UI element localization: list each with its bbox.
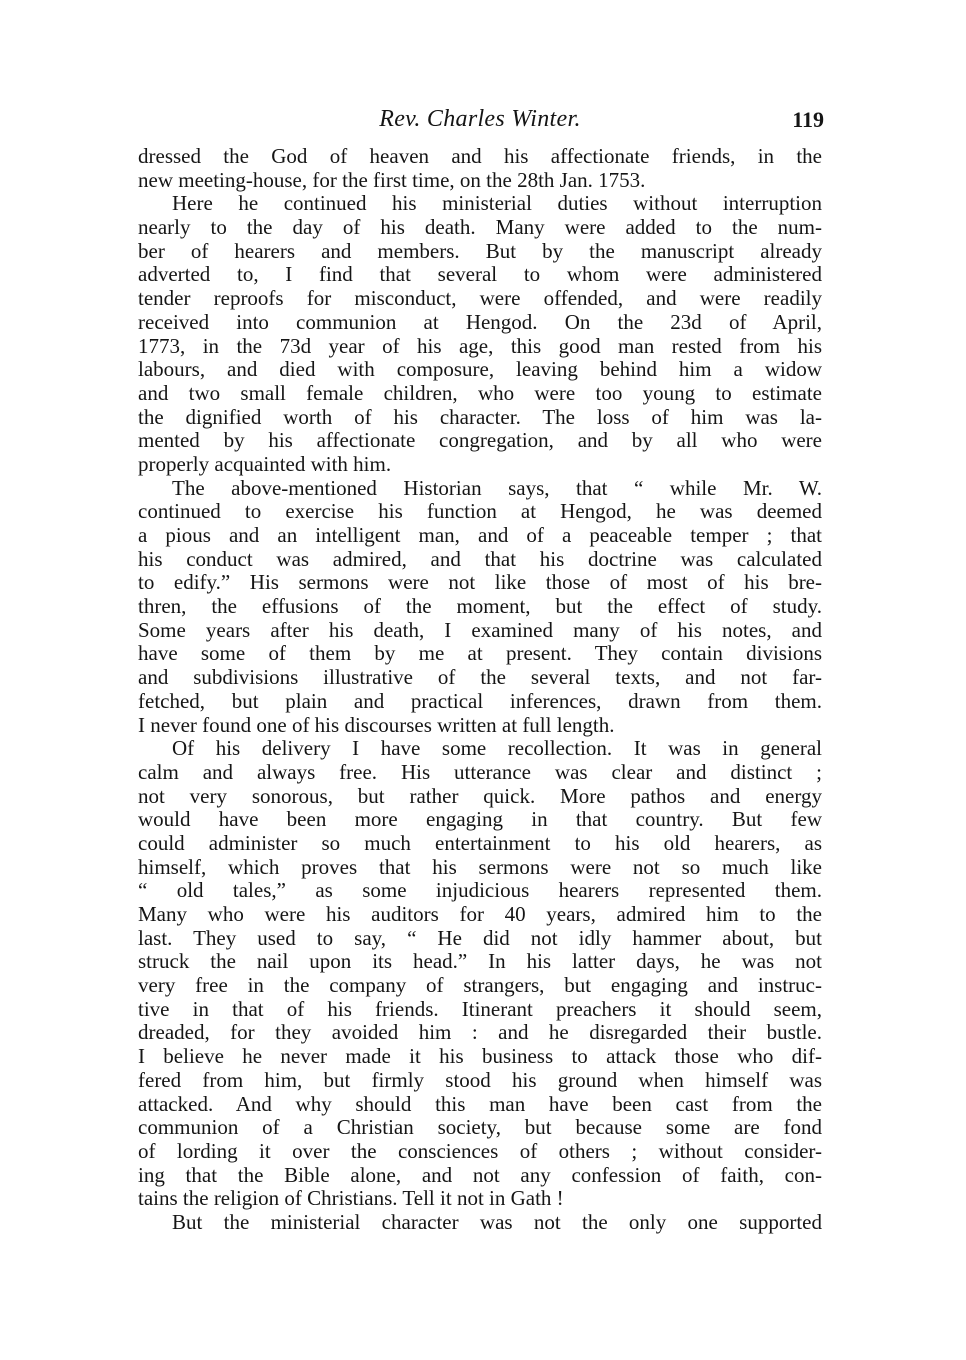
text-line: himself, which proves that his sermons were not so much like: [138, 854, 822, 879]
text-line: and subdivisions illustrative of the several texts, and not far-: [138, 665, 822, 690]
text-line: last. They used to say, “ He did not idly hammer about, but: [138, 925, 822, 950]
text-line: new meeting-house, for the first time, on the 28th Jan. 1753.: [138, 167, 646, 192]
text-line: struck the nail upon its head.” In his latter days, he was not: [138, 949, 822, 974]
text-line: tender reproofs for misconduct, were offended, and were readily: [138, 286, 822, 311]
text-line: fetched, but plain and practical inferences, drawn from them.: [138, 688, 822, 713]
text-line: could administer so much entertainment to his old hearers, as: [138, 830, 822, 855]
text-line: communion of a Christian society, but because some are fond: [138, 1115, 822, 1140]
text-line: I believe he never made it his business to attack those who dif-: [138, 1044, 822, 1069]
text-line: dreaded, for they avoided him : and he disregarded their bustle.: [138, 1020, 822, 1045]
text-line: thren, the effusions of the moment, but the effect of study.: [138, 594, 822, 619]
text-line: received into communion at Hengod. On the 23d of April,: [138, 309, 822, 334]
text-line: But the ministerial character was not the only one supported: [172, 1209, 822, 1234]
text-line: continued to exercise his function at Hengod, he was deemed: [138, 499, 822, 524]
text-line: Many who were his auditors for 40 years, admired him to the: [138, 902, 822, 926]
text-line: ing that the Bible alone, and not any confession of faith, con-: [138, 1162, 822, 1187]
text-line: dressed the God of heaven and his affectionate friends, in the: [138, 144, 822, 168]
text-line: nearly to the day of his death. Many were added to the num-: [138, 215, 822, 240]
body-text: [138, 145, 822, 1235]
text-line: adverted to, I find that several to whom were administered: [138, 262, 822, 287]
text-line: not very sonorous, but rather quick. More pathos and energy: [138, 783, 822, 808]
text-line: fered from him, but firmly stood his ground when himself was: [138, 1067, 822, 1092]
text-line: labours, and died with composure, leaving behind him a widow: [138, 357, 822, 382]
text-line: his conduct was admired, and that his doctrine was calculated: [138, 546, 822, 571]
text-line: tains the religion of Christians. Tell it not in Gath !: [138, 1186, 564, 1211]
text-line: calm and always free. His utterance was clear and distinct ;: [138, 759, 822, 784]
text-line: of lording it over the consciences of others ; without consider-: [138, 1138, 822, 1163]
text-line: Some years after his death, I examined many of his notes, and: [138, 617, 822, 642]
text-line: I never found one of his discourses written at full length.: [138, 712, 615, 737]
text-line: 1773, in the 73d year of his age, this good man rested from his: [138, 333, 822, 358]
text-line: to edify.” His sermons were not like those of most of his bre-: [138, 570, 822, 595]
text-line: the dignified worth of his character. The loss of him was la-: [138, 404, 822, 429]
text-line: The above-mentioned Historian says, that “ while Mr. W.: [172, 475, 822, 500]
text-line: ber of hearers and members. But by the manuscript already: [138, 238, 822, 263]
text-line: would have been more engaging in that country. But few: [138, 807, 822, 832]
text-line: attacked. And why should this man have been cast from the: [138, 1091, 822, 1116]
text-line: Of his delivery I have some recollection. It was in general: [172, 736, 822, 761]
running-title: Rev. Charles Winter.: [379, 106, 581, 132]
text-line: mented by his affectionate congregation, and by all who were: [138, 428, 822, 453]
text-line: “ old tales,” as some injudicious hearers represented them.: [138, 878, 822, 903]
page-number: 119: [792, 107, 824, 132]
text-line: have some of them by me at present. They contain divisions: [138, 641, 822, 666]
text-line: properly acquainted with him.: [138, 451, 392, 476]
text-line: a pious and an intelligent man, and of a peaceable temper ; that: [138, 523, 822, 547]
text-line: and two small female children, who were too young to estimate: [138, 380, 822, 405]
text-line: Here he continued his ministerial duties without interruption: [172, 191, 822, 216]
text-line: tive in that of his friends. Itinerant preachers it should seem,: [138, 996, 822, 1021]
text-line: very free in the company of strangers, but engaging and instruc-: [138, 973, 822, 998]
running-head: [138, 106, 822, 136]
